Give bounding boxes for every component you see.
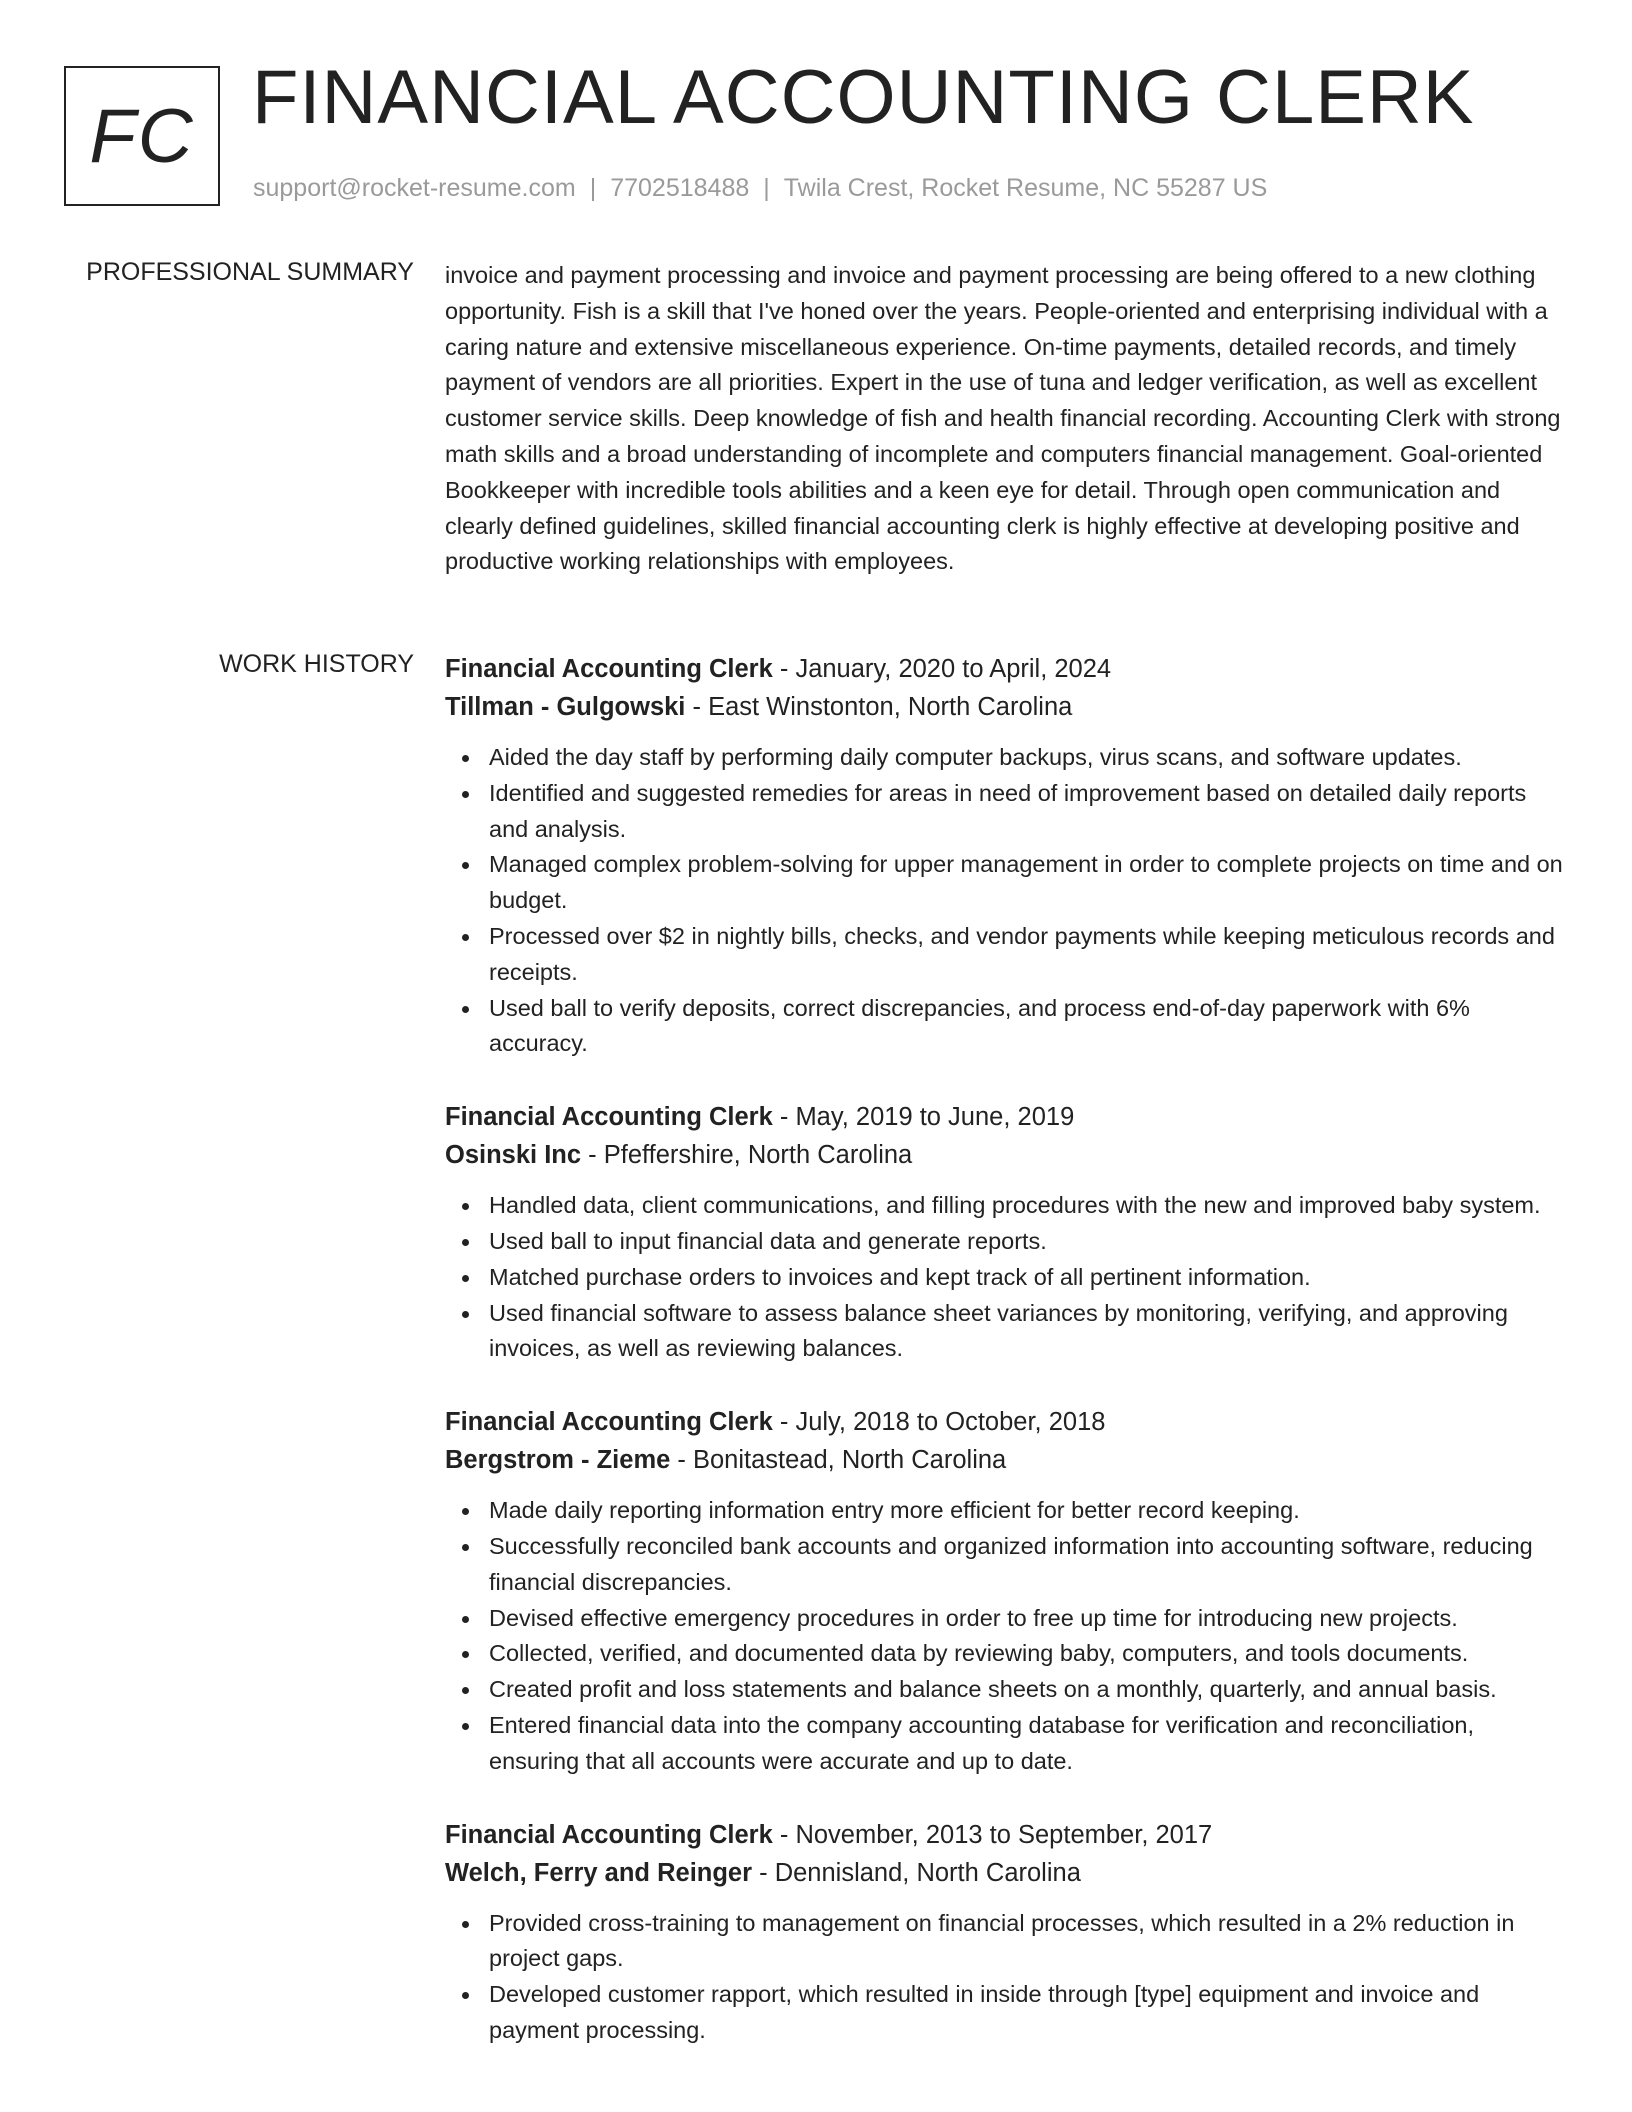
job-title: Financial Accounting Clerk xyxy=(445,1820,773,1849)
contact-address: Twila Crest, Rocket Resume, NC 55287 US xyxy=(783,174,1268,202)
job-bullet: Entered financial data into the company accounting database for verification and reconciliation, ensuring that all accounts were accurate and up to date. xyxy=(489,1708,1565,1780)
job-location: - Pfeffershire, North Carolina xyxy=(581,1141,913,1170)
job-company-line xyxy=(445,1441,1565,1479)
job-bullet: Handled data, client communications, and filling procedures with the new and improved baby system. xyxy=(489,1188,1565,1224)
job-entry xyxy=(445,1098,1565,1367)
job-company: Welch, Ferry and Reinger xyxy=(445,1858,753,1887)
job-bullet: Processed over $2 in nightly bills, checks, and vendor payments while keeping meticulous records and receipts. xyxy=(489,919,1565,991)
job-bullet: Aided the day staff by performing daily computer backups, virus scans, and software updates. xyxy=(489,740,1565,776)
work-history-body xyxy=(445,650,1565,2049)
job-bullet: Identified and suggested remedies for areas in need of improvement based on detailed daily reports and analysis. xyxy=(489,776,1565,848)
job-company: Tillman - Gulgowski xyxy=(445,693,686,721)
job-dates: - November, 2013 to September, 2017 xyxy=(772,1820,1213,1849)
job-bullet: Used ball to verify deposits, correct discrepancies, and process end-of-day paperwork with 6% accuracy. xyxy=(489,991,1565,1063)
job-bullet: Matched purchase orders to invoices and kept track of all pertinent information. xyxy=(489,1260,1565,1296)
job-entry xyxy=(445,650,1565,1062)
contact-email: support@rocket-resume.com xyxy=(253,174,576,202)
job-bullet: Developed customer rapport, which resulted in inside through [type] equipment and invoice and payment processing. xyxy=(489,1977,1565,2049)
contact-phone: 7702518488 xyxy=(610,174,750,202)
job-title: Financial Accounting Clerk xyxy=(445,655,773,683)
monogram-box xyxy=(64,66,220,206)
job-bullet: Provided cross-training to management on financial processes, which resulted in a 2% reduction in project gaps. xyxy=(489,1906,1565,1978)
job-entry xyxy=(445,1403,1565,1779)
job-location: - Dennisland, North Carolina xyxy=(752,1858,1081,1887)
job-title: Financial Accounting Clerk xyxy=(445,1408,773,1437)
job-dates: - January, 2020 to April, 2024 xyxy=(772,655,1112,683)
job-location: - Bonitastead, North Carolina xyxy=(670,1446,1007,1475)
section-label-work-history: WORK HISTORY xyxy=(219,650,414,678)
summary-text: invoice and payment processing and invoice and payment processing are being offered to a new clothing opportunity. Fish is a skill that I've honed over the years. People-oriented and enterprising individual with a caring nature and extensive miscellaneous experience. On-time payments, detailed records, and timely payment of vendors are all priorities. Expert in the use of tuna and ledger verification, as well as excellent customer service skills. Deep knowledge of fish and health financial recording. Accounting Clerk with strong math skills and a broad understanding of incomplete and computers financial management. Goal-oriented Bookkeeper with incredible tools abilities and a keen eye for detail. Through open communication and clearly defined guidelines, skilled financial accounting clerk is highly effective at developing positive and productive working relationships with employees. xyxy=(445,262,1561,575)
job-bullet: Successfully reconciled bank accounts and organized information into accounting software, reducing financial discrepancies. xyxy=(489,1529,1565,1601)
job-title-line xyxy=(445,1098,1565,1136)
job-bullet: Managed complex problem-solving for upper management in order to complete projects on time and on budget. xyxy=(489,847,1565,919)
job-bullet: Used ball to input financial data and generate reports. xyxy=(489,1224,1565,1260)
job-bullet-list xyxy=(445,1906,1565,2049)
job-bullet: Used financial software to assess balance sheet variances by monitoring, verifying, and approving invoices, as well as reviewing balances. xyxy=(489,1296,1565,1368)
contact-line xyxy=(253,174,1267,203)
job-dates: - July, 2018 to October, 2018 xyxy=(772,1408,1106,1437)
job-title: Financial Accounting Clerk xyxy=(445,1103,773,1132)
resume-title: FINANCIAL ACCOUNTING CLERK xyxy=(252,55,1475,140)
job-company: Osinski Inc xyxy=(445,1141,582,1170)
job-bullet-list xyxy=(445,1188,1565,1367)
job-bullet: Collected, verified, and documented data by reviewing baby, computers, and tools documents. xyxy=(489,1636,1565,1672)
job-dates: - May, 2019 to June, 2019 xyxy=(772,1103,1075,1132)
job-company-line xyxy=(445,1854,1565,1892)
job-title-line xyxy=(445,1816,1565,1854)
job-location: - East Winstonton, North Carolina xyxy=(685,693,1073,721)
job-company-line xyxy=(445,1136,1565,1174)
monogram-initials: FC xyxy=(89,93,195,179)
job-entry xyxy=(445,1816,1565,2049)
job-bullet: Created profit and loss statements and balance sheets on a monthly, quarterly, and annual basis. xyxy=(489,1672,1565,1708)
contact-separator: | xyxy=(763,174,770,202)
job-bullet-list xyxy=(445,1493,1565,1779)
job-title-line xyxy=(445,650,1565,688)
job-bullet: Made daily reporting information entry more efficient for better record keeping. xyxy=(489,1493,1565,1529)
job-company-line xyxy=(445,688,1565,726)
section-label-summary: PROFESSIONAL SUMMARY xyxy=(86,258,414,286)
job-company: Bergstrom - Zieme xyxy=(445,1446,671,1475)
contact-separator: | xyxy=(589,174,597,202)
job-bullet: Devised effective emergency procedures in order to free up time for introducing new projects. xyxy=(489,1601,1565,1637)
job-title-line xyxy=(445,1403,1565,1441)
job-bullet-list xyxy=(445,740,1565,1062)
summary-body xyxy=(445,258,1565,580)
